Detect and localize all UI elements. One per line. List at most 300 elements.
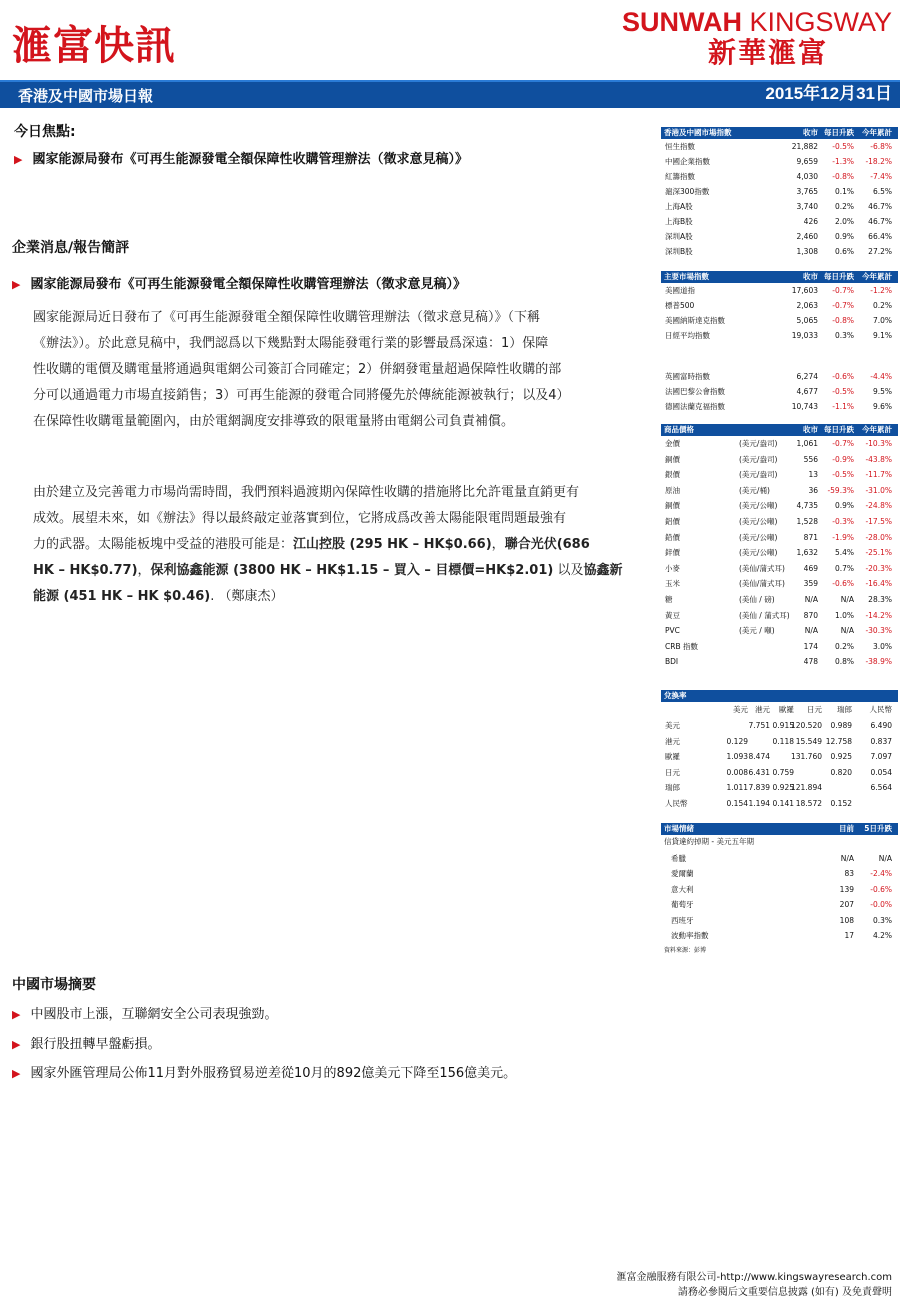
bullet-icon: ▶: [12, 1067, 21, 1080]
table-cell: -0.6%: [832, 372, 854, 381]
table-cell: PVC: [665, 626, 680, 636]
table-cell: 0.2%: [834, 202, 854, 211]
table-cell: 9.6%: [872, 402, 892, 411]
china-item: [12, 1064, 516, 1084]
table-row: [661, 229, 898, 244]
table-cell: 0.9%: [834, 501, 854, 511]
table-cell: (美元/桶): [739, 485, 770, 495]
major-indices-table: [661, 271, 898, 414]
table-cell: 4,677: [796, 387, 818, 396]
table-cell: -25.1%: [865, 548, 892, 558]
table-title: 市場情緒: [664, 824, 694, 833]
table-cell: 意大利: [671, 884, 694, 894]
table-col-header: 收市: [803, 425, 818, 434]
p1-line: 分可以通過電力市場直接銷售；3）可再生能源的發電合同將優先於傳統能源被執行；以及4）: [33, 388, 570, 403]
table-cell: 426: [803, 217, 818, 226]
table-cell: 上海A股: [665, 202, 693, 211]
table-cell: (美仙 / 蒲式耳): [739, 610, 790, 620]
table-col-header: 美元: [733, 705, 748, 714]
table-cell: 0.2%: [872, 301, 892, 310]
table-row: [661, 514, 898, 530]
table-cell: -16.4%: [865, 579, 892, 589]
table-row: [661, 214, 898, 229]
table-cell: 波動率指數: [671, 931, 709, 940]
table-cell: 2,460: [796, 232, 818, 241]
table-cell: (美元/公噸): [739, 532, 778, 542]
table-row: [661, 154, 898, 169]
table-row: [661, 561, 898, 577]
table-cell: CRB 指數: [665, 641, 698, 651]
table-cell: 0.837: [870, 736, 892, 746]
table-cell: -24.8%: [865, 501, 892, 511]
table-row: [661, 139, 898, 154]
table-cell: 7.097: [870, 752, 892, 761]
table-cell: 6.431: [748, 767, 770, 777]
corp-news-title: 企業消息/報告簡評: [12, 240, 130, 256]
p2-line: [33, 532, 653, 558]
table-row: [661, 452, 898, 468]
table-cell: 銀價: [665, 470, 680, 480]
table-cell: 0.152: [830, 798, 852, 808]
table-cell: -0.5%: [832, 142, 854, 151]
table-title: 兌換率: [664, 691, 687, 700]
table-cell: 金價: [665, 439, 680, 448]
table-cell: 8.474: [748, 752, 770, 761]
table-cell: 0.7%: [834, 563, 854, 573]
table-cell: N/A: [840, 594, 854, 604]
table-cell: 120.520: [790, 721, 822, 730]
report-date: 2015年12月31日: [765, 84, 892, 103]
title-bar: [0, 80, 900, 108]
table-cell: 愛爾蘭: [671, 869, 694, 878]
table-cell: 深圳B股: [665, 247, 693, 256]
p2-text: ，: [491, 537, 505, 552]
bullet-icon: ▶: [12, 278, 21, 291]
table-cell: 港元: [665, 736, 680, 746]
table-cell: 糖: [665, 594, 673, 604]
p2-text: ，: [137, 563, 151, 578]
table-row: [661, 718, 898, 734]
table-cell: 4,735: [796, 501, 818, 511]
table-row: [661, 244, 898, 259]
table-cell: 469: [803, 563, 818, 573]
table-row: [661, 384, 898, 399]
table-cell: 9,659: [796, 157, 818, 166]
table-cell: 3,765: [796, 187, 818, 196]
p2-line: 由於建立及完善電力市場尚需時間，我們預料過渡期內保障性收購的措施將比允許電量直銷更有: [33, 485, 580, 500]
table-cell: -0.9%: [832, 454, 854, 464]
table-cell: 1.0%: [834, 610, 854, 620]
table-cell: (美元/公噸): [739, 548, 778, 558]
table-cell: 27.2%: [868, 247, 892, 256]
p2-line: 成效。展望未來，如《辦法》得以最終敲定並落實到位，它將成爲改善太陽能限電問題最強有: [33, 511, 567, 526]
table-cell: 1.093: [726, 752, 748, 761]
table-cell: 1,632: [796, 548, 818, 558]
p1-line: 國家能源局近日發布了《可再生能源發電全額保障性收購管理辦法（徵求意見稿）》（下稱: [33, 310, 541, 325]
brand-logo-en: [622, 6, 892, 38]
table-cell: 6,274: [796, 372, 818, 381]
table-col-header: 今年累計: [862, 128, 892, 137]
table-cell: N/A: [878, 853, 892, 863]
p2-author: . （鄭康杰）: [210, 589, 284, 604]
subheader-text: 信貸違約掉期 - 美元五年期: [664, 837, 754, 846]
table-col-header: 人民幣: [869, 705, 892, 714]
table-cell: 標普500: [665, 301, 695, 310]
focus-item-text: 國家能源局發布《可再生能源發電全額保障性收購管理辦法（徵求意見稿）》: [32, 152, 468, 167]
table-cell: -7.4%: [870, 172, 892, 181]
table-cell: -10.3%: [865, 439, 892, 448]
table-title: 主要市場指數: [664, 272, 709, 281]
table-row: [661, 796, 898, 812]
table-cell: 10,743: [791, 402, 818, 411]
table-cell: 銅價: [665, 454, 680, 464]
table-cell: 鋁價: [665, 516, 680, 526]
table-cell: 希臘: [671, 853, 686, 863]
table-title: 商品價格: [664, 425, 694, 434]
table-col-header: 每日升跌: [824, 425, 854, 434]
table-cell: 0.154: [726, 798, 748, 808]
table-cell: -43.8%: [865, 454, 892, 464]
table-cell: 0.8%: [834, 657, 854, 667]
table-cell: 7.751: [748, 721, 770, 730]
table-col-header: 歐羅: [779, 705, 794, 714]
table-cell: 7.0%: [872, 316, 892, 325]
table-cell: (美元 / 噸): [739, 626, 775, 636]
table-cell: 17: [844, 931, 854, 940]
report-title: 香港及中國市場日報: [18, 87, 154, 105]
table-cell: 0.759: [772, 767, 794, 777]
table-row: [661, 498, 898, 514]
table-cell: 1,528: [796, 516, 818, 526]
table-cell: 21,882: [791, 142, 818, 151]
table-cell: 日經平均指數: [665, 331, 710, 340]
hk-indices-table: [661, 127, 898, 259]
table-cell: BDI: [665, 657, 679, 667]
table-cell: -18.2%: [865, 157, 892, 166]
table-cell: -20.3%: [865, 563, 892, 573]
table-cell: 6.5%: [872, 187, 892, 196]
table-cell: 1.194: [748, 798, 770, 808]
table-row: [661, 780, 898, 796]
table-cell: 1,308: [796, 247, 818, 256]
table-cell: 日元: [665, 767, 680, 777]
table-cell: 0.3%: [872, 915, 892, 925]
table-col-header: 收市: [803, 128, 818, 137]
table-header: [661, 823, 898, 835]
china-summary-title: 中國市場摘要: [12, 977, 96, 993]
table-cell: (美仙/蒲式耳): [739, 579, 785, 589]
table-row: [661, 184, 898, 199]
focus-item: [14, 150, 468, 170]
table-cell: 0.989: [830, 721, 852, 730]
table-col-header: 每日升跌: [824, 128, 854, 137]
table-row: [661, 576, 898, 592]
table-row: [661, 298, 898, 313]
table-row: [661, 545, 898, 561]
table-row: [661, 608, 898, 624]
table-cell: 556: [803, 454, 818, 464]
table-cell: 1.011: [726, 783, 748, 792]
brand-en-rest: KINGSWAY: [741, 7, 892, 37]
table-title: 香港及中國市場指數: [664, 128, 732, 137]
p2-text: 力的武器。太陽能板塊中受益的港股可能是：: [33, 537, 294, 552]
table-cell: 2,063: [796, 301, 818, 310]
table-cell: 28.3%: [868, 594, 892, 604]
table-cell: -59.3%: [827, 485, 854, 495]
corp-news-item: [12, 275, 466, 295]
table-cell: -0.0%: [870, 900, 892, 909]
brand-logo-cn: 新華滙富: [707, 36, 828, 69]
table-cell: 中國企業指數: [665, 157, 710, 166]
table-cell: 1,061: [796, 439, 818, 448]
table-row: [661, 897, 898, 913]
table-row: [661, 866, 898, 882]
table-cell: 0.2%: [834, 641, 854, 651]
table-cell: (美元/盎司): [739, 470, 778, 480]
table-cell: 滬深300指數: [665, 187, 710, 196]
table-cell: N/A: [840, 626, 854, 636]
table-cell: (美仙 / 磅): [739, 594, 775, 604]
table-cell: (美元/公噸): [739, 516, 778, 526]
table-cell: -2.4%: [870, 869, 892, 878]
table-cell: -6.8%: [870, 142, 892, 151]
table-row: [661, 467, 898, 483]
table-cell: 鋅價: [665, 548, 680, 558]
table-cell: 3.0%: [872, 641, 892, 651]
table-cell: 0.118: [772, 736, 794, 746]
table-col-header: 港元: [755, 705, 770, 714]
table-cell: 13: [808, 470, 818, 480]
table-header: [661, 424, 898, 436]
china-item-text: 國家外匯管理局公佈11月對外服務貿易逆差從10月的892億美元下降至156億美元。: [30, 1066, 517, 1081]
table-cell: -1.9%: [832, 532, 854, 542]
stock-gcl-new-energy: 協鑫新: [583, 563, 623, 578]
table-cell: -0.8%: [832, 316, 854, 325]
table-cell: -28.0%: [865, 532, 892, 542]
table-row: [661, 623, 898, 639]
stock-jiangshan: 江山控股 (295 HK – HK$0.66): [293, 537, 492, 552]
table-cell: 871: [803, 532, 818, 542]
corp-paragraph-2: [33, 480, 653, 610]
table-col-header: 目前: [839, 824, 854, 833]
table-cell: 4.2%: [872, 931, 892, 940]
table-cell: -1.1%: [832, 402, 854, 411]
table-cell: 小麥: [665, 563, 680, 573]
table-cell: 瑞郎: [665, 783, 680, 792]
table-row: [661, 313, 898, 328]
table-cell: 0.925: [830, 752, 852, 761]
stock-gcl-new-energy-price: 能源 (451 HK – HK $0.46): [33, 589, 211, 604]
table-col-header: 今年累計: [862, 272, 892, 281]
table-cell: 0.129: [726, 736, 748, 746]
table-cell: 人民幣: [665, 798, 688, 808]
table-cell: 0.054: [870, 767, 892, 777]
table-col-header: 收市: [803, 272, 818, 281]
table-row: [661, 639, 898, 655]
table-cell: -0.6%: [832, 579, 854, 589]
fx-table: [661, 690, 898, 811]
table-cell: 46.7%: [868, 202, 892, 211]
table-cell: 83: [844, 869, 854, 878]
table-cell: 870: [803, 610, 818, 620]
brand-en-bold: SUNWAH: [621, 7, 742, 37]
table-row: [661, 283, 898, 298]
table-cell: 西班牙: [671, 915, 694, 925]
table-cell: -4.4%: [870, 372, 892, 381]
table-cell: -17.5%: [865, 516, 892, 526]
table-row: [661, 654, 898, 670]
table-cell: 131.760: [790, 752, 822, 761]
table-cell: 121.894: [790, 783, 822, 792]
table-cell: 12.758: [825, 736, 852, 746]
p1-line: 《辦法》）。於此意見稿中，我們認爲以下幾點對太陽能發電行業的影響最爲深遠：1）保障: [33, 336, 549, 351]
table-cell: 9.1%: [872, 331, 892, 340]
table-cell: 5.4%: [834, 548, 854, 558]
table-cell: 恒生指數: [665, 142, 695, 151]
table-cell: 174: [803, 641, 818, 651]
bullet-icon: ▶: [14, 153, 23, 166]
focus-title: 今日焦點:: [14, 124, 76, 140]
table-cell: 美國納斯達克指數: [665, 316, 725, 325]
table-cell: 銅價: [665, 501, 680, 511]
table-cell: (美元/公噸): [739, 501, 778, 511]
table-cell: 美元: [665, 721, 680, 730]
table-cell: 478: [803, 657, 818, 667]
table-cell: 6.564: [870, 783, 892, 792]
table-cell: 2.0%: [834, 217, 854, 226]
table-cell: 歐羅: [665, 752, 680, 761]
china-item-text: 銀行股扭轉早盤虧損。: [30, 1037, 161, 1052]
table-cell: 0.141: [772, 798, 794, 808]
table-cell: 0.3%: [834, 331, 854, 340]
table-cell: 108: [839, 915, 854, 925]
table-cell: -0.7%: [832, 439, 854, 448]
table-cell: 原油: [665, 485, 680, 495]
corp-paragraph-1: [33, 305, 653, 435]
table-col-header: 每日升跌: [824, 272, 854, 281]
table-header: [661, 127, 898, 139]
p2-text: 以及: [553, 563, 584, 578]
table-cell: -1.2%: [870, 286, 892, 295]
table-col-header: 5日升跌: [864, 824, 892, 833]
table-cell: 6.490: [870, 721, 892, 730]
table-cell: 0.915: [772, 721, 794, 730]
table-row: [661, 913, 898, 929]
china-item: [12, 1035, 160, 1055]
table-cell: 0.925: [772, 783, 794, 792]
table-cell: 0.1%: [834, 187, 854, 196]
table-cell: -11.7%: [865, 470, 892, 480]
table-cell: 德國法蘭克福指數: [665, 402, 725, 411]
table-cell: 19,033: [791, 331, 818, 340]
table-cell: -0.6%: [870, 884, 892, 894]
table-cell: 玉米: [665, 579, 680, 589]
commodities-table: [661, 424, 898, 670]
p1-line: 性收購的電價及購電量將通過與電網公司簽訂合同確定；2）併網發電量超過保障性收購的部: [33, 362, 562, 377]
footer-disclaimer: 請務必參閱后文重要信息披露 (如有) 及免責聲明: [677, 1287, 892, 1298]
table-cell: (美元/盎司): [739, 439, 778, 448]
table-row: [661, 436, 898, 452]
table-row: [661, 882, 898, 898]
stock-gcl-poly: 保利協鑫能源 (3800 HK – HK$1.15 – 買入 – 目標價=HK$2.01): [150, 563, 554, 578]
table-col-header: 瑞郎: [837, 705, 852, 714]
table-cell: 0.820: [830, 767, 852, 777]
table-cell: 0.008: [726, 767, 748, 777]
china-item-text: 中國股市上漲，互聯網安全公司表現強勁。: [30, 1007, 278, 1022]
table-row: [661, 592, 898, 608]
table-cell: 36: [808, 485, 818, 495]
table-row: [661, 483, 898, 499]
table-cell: 美國道指: [665, 286, 695, 295]
table-row: [661, 199, 898, 214]
table-header: [661, 271, 898, 283]
table-cell: 46.7%: [868, 217, 892, 226]
table-header: [661, 690, 898, 702]
table-cell: N/A: [804, 626, 818, 636]
table-cell: 法國巴黎公會指數: [665, 387, 725, 396]
table-cell: -0.8%: [832, 172, 854, 181]
table-row: [661, 328, 898, 343]
corp-news-item-text: 國家能源局發布《可再生能源發電全額保障性收購管理辦法（徵求意見稿）》: [30, 277, 466, 292]
table-cell: 英國富時指數: [665, 372, 710, 381]
table-row: [661, 928, 898, 944]
table-cell: 葡萄牙: [671, 900, 694, 909]
table-cell: -0.3%: [832, 516, 854, 526]
p2-line: [33, 558, 653, 584]
p2-line: [33, 584, 653, 610]
table-cell: -31.0%: [865, 485, 892, 495]
table-row: [661, 399, 898, 414]
p1-line: 在保障性收購電量範圍內，由於電網調度安排導致的限電量將由電網公司負責補償。: [33, 414, 515, 429]
table-cell: 7.839: [748, 783, 770, 792]
table-cell: -1.3%: [832, 157, 854, 166]
table-cell: 黃豆: [665, 610, 680, 620]
table-row: [661, 530, 898, 546]
table-row: [661, 749, 898, 765]
table-cell: 4,030: [796, 172, 818, 181]
table-cell: 0.6%: [834, 247, 854, 256]
bullet-icon: ▶: [12, 1038, 21, 1051]
table-subheader: [661, 835, 898, 851]
table-source: [661, 944, 898, 954]
table-cell: N/A: [804, 594, 818, 604]
table-cell: 紅籌指數: [665, 172, 695, 181]
table-cell: 5,065: [796, 316, 818, 325]
table-row: [661, 169, 898, 184]
table-cell: 9.5%: [872, 387, 892, 396]
table-col-header: 今年累計: [862, 425, 892, 434]
footer-company: 滙富金融服務有限公司-http://www.kingswayresearch.com: [616, 1272, 892, 1283]
table-cell: 139: [839, 884, 854, 894]
table-cell: (美仙/蒲式耳): [739, 563, 785, 573]
china-item: [12, 1005, 277, 1025]
table-row: [661, 851, 898, 867]
table-col-header: 日元: [807, 705, 822, 714]
table-cell: 18.572: [795, 798, 822, 808]
table-cell: 0.9%: [834, 232, 854, 241]
stock-united-pv: 聯合光伏(686: [504, 537, 590, 552]
table-cell: (美元/盎司): [739, 454, 778, 464]
table-cell: 66.4%: [868, 232, 892, 241]
table-row: [661, 765, 898, 781]
source-text: 資料來源：彭博: [664, 946, 707, 954]
bullet-icon: ▶: [12, 1008, 21, 1021]
table-cell: 3,740: [796, 202, 818, 211]
logo-title: 滙富快訊: [12, 22, 176, 69]
table-cell: 359: [803, 579, 818, 589]
table-cell: -0.5%: [832, 387, 854, 396]
table-cell: -0.7%: [832, 286, 854, 295]
